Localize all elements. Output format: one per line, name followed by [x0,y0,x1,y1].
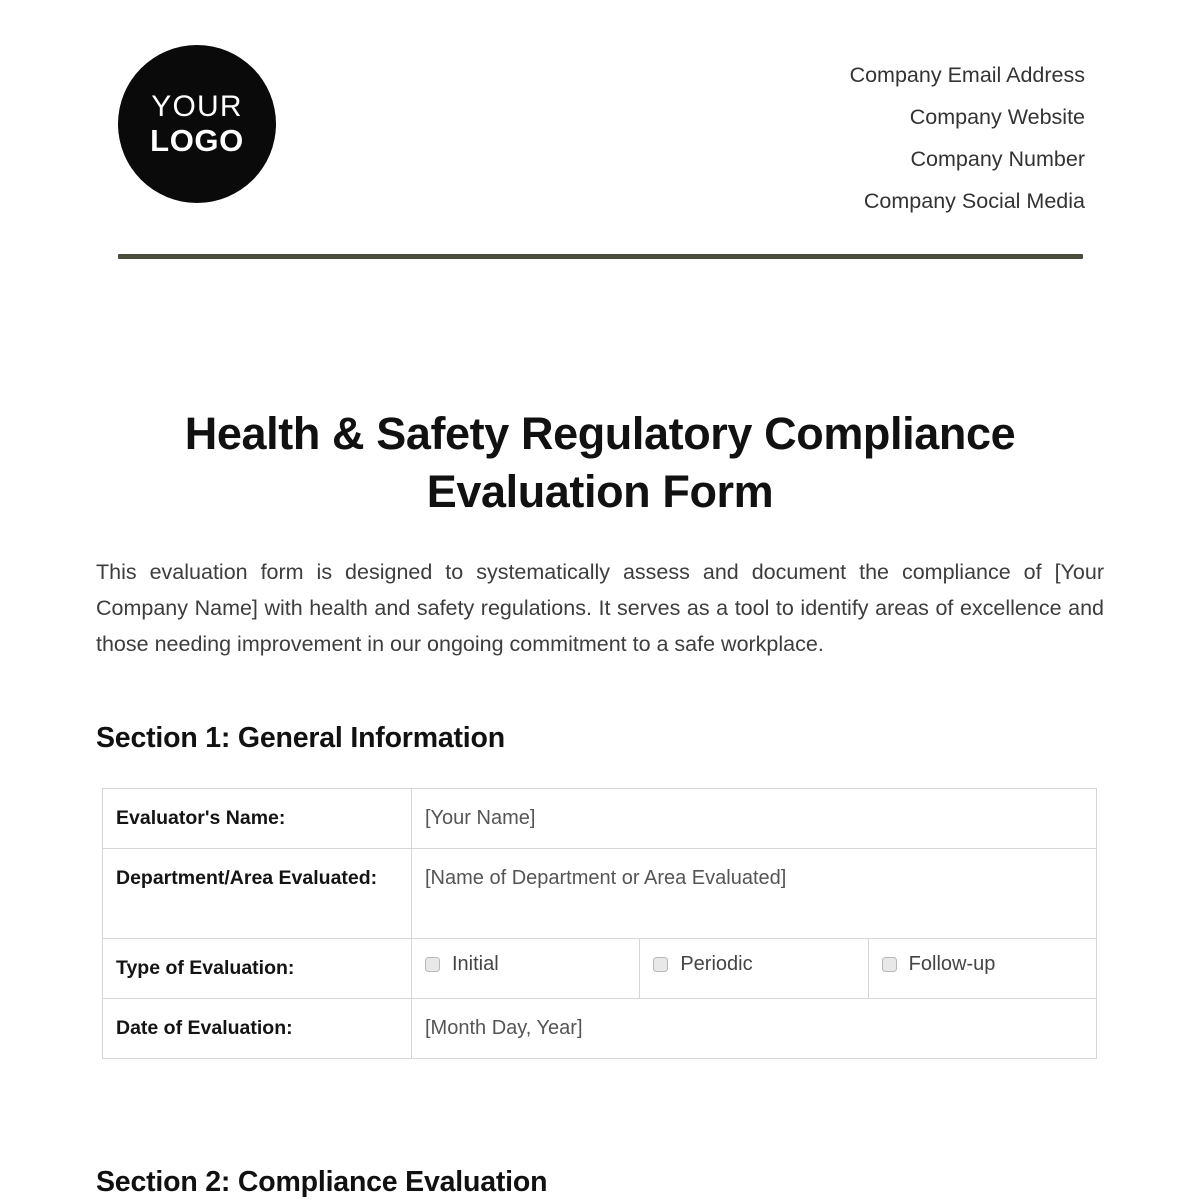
document-header [0,0,1200,222]
contact-email-address: Company Email Address [849,63,1085,87]
section-2-heading: Section 2: Compliance Evaluation [96,1166,548,1198]
checkbox-label-follow-up: Follow-up [908,953,996,975]
contact-website: Company Website [909,105,1085,129]
field-evaluator-name[interactable]: [Your Name] [412,788,1097,849]
field-date-of-evaluation[interactable]: [Month Day, Year] [412,999,1097,1059]
table-row-type-of-evaluation [102,939,1097,999]
contact-social-media: Company Social Media [863,189,1085,213]
checkbox-icon-periodic[interactable] [653,957,668,972]
label-date-of-evaluation: Date of Evaluation: [102,999,412,1059]
checkbox-option-follow-up[interactable] [869,939,1097,999]
checkbox-icon-initial[interactable] [425,957,440,972]
checkbox-label-periodic: Periodic [680,953,753,975]
table-row-date-of-evaluation [102,999,1097,1059]
contact-number: Company Number [910,147,1085,171]
field-department-area-evaluated[interactable]: [Name of Department or Area Evaluated] [412,849,1097,939]
label-evaluator-name: Evaluator's Name: [102,788,412,849]
table-row-evaluator-name [102,788,1097,849]
checkbox-icon-follow-up[interactable] [882,957,897,972]
general-information-table [102,788,1097,1059]
checkbox-label-initial: Initial [452,953,499,975]
label-department-area-evaluated: Department/Area Evaluated: [102,849,412,939]
table-row-department [102,849,1097,939]
document-intro-paragraph: This evaluation form is designed to systematically assess and document the compliance of [Your Company Name] with health and safety regulations. It serves as a tool to identify areas of excellence and those needing improvement in our ongoing commitment to a safe workplace. [96,560,1104,656]
page-title: Health & Safety Regulatory Compliance Evaluation Form [184,408,1016,517]
logo-text-bottom: LOGO [150,123,244,158]
header-divider-rule [118,254,1083,259]
checkbox-option-periodic[interactable] [640,939,868,999]
company-logo [118,45,276,203]
section-1-heading: Section 1: General Information [96,722,505,754]
checkbox-option-initial[interactable] [412,939,640,999]
logo-text-top: YOUR [151,90,243,123]
label-type-of-evaluation: Type of Evaluation: [102,939,412,999]
company-contact-info [850,45,1085,222]
